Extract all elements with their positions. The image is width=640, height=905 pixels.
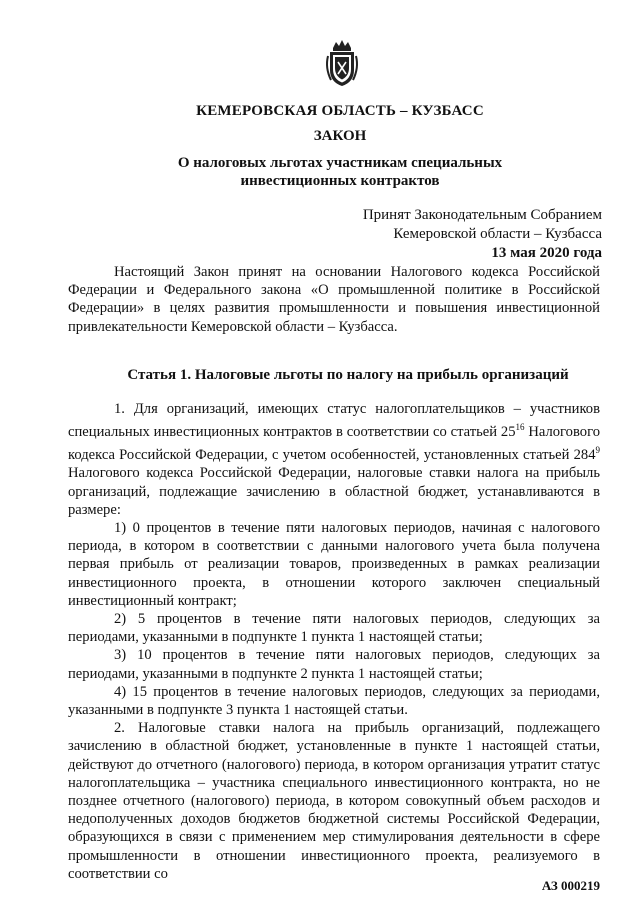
document-type-heading: ЗАКОН — [313, 128, 367, 144]
article-heading: Статья 1. Налоговые льготы по налогу на прибыль организаций — [127, 367, 569, 383]
law-title-line: инвестиционных контрактов — [240, 173, 440, 189]
list-item: 3) 10 процентов в течение пяти налоговых периодов, следующих за периодами, указанными в подпункте 2 пункта 1 настоящей статьи; — [68, 647, 600, 682]
coat-of-arms-icon — [323, 38, 361, 88]
paragraph-2: 2. Налоговые ставки налога на прибыль организаций, подлежащего зачислению в областной бюджет, установленные в пункте 1 настоящей статьи, действуют до отчетного (налогового) периода, в котором организация утратит статус налогоплательщика – участника специального инвестиционного контракта, но не позднее отчетного (налогового) периода, в котором совокупный объем расходов и недополученных доходов бюджетов бюджетной системы Российской Федерации, образующихся в связи с применением мер стимулирования деятельности в сфере промышленности в отношении инвестиционного проекта, реализуемого в соответствии со — [68, 720, 600, 882]
list-item: 1) 0 процентов в течение пяти налоговых периодов, начиная с налогового периода, в котором в соответствии с данными налогового учета была получена первая прибыль от реализации товаров, произведенных в рамках реализации инвестиционного проекта, в отношении которого заключен специальный инвестиционный контракт; — [68, 519, 600, 609]
law-title — [60, 154, 620, 190]
preamble — [68, 263, 600, 336]
document-serial-code: АЗ 000219 — [541, 878, 600, 893]
adoption-date: 13 мая 2020 года — [491, 245, 602, 261]
adoption-line: Принят Законодательным Собранием — [362, 207, 602, 223]
paragraph-1: 1. Для организаций, имеющих статус налогоплательщиков – участников специальных инвестиционных контрактов в соответствии со статьей $25^{16}$ Налогового кодекса Российской Федерации, с учетом особенностей, установленных статьей $284^9$ Налогового кодекса Российской Федерации, налоговые ставки налога на прибыль организаций, подлежащие зачислению в областной бюджет, устанавливаются в размере: — [68, 401, 600, 518]
list-item: 4) 15 процентов в течение налоговых периодов, следующих за периодами, указанными в подпункте 3 пункта 1 настоящей статьи. — [68, 683, 600, 718]
list-item: 2) 5 процентов в течение пяти налоговых периодов, следующих за периодами, указанными в подпункте 1 пункта 1 настоящей статьи; — [68, 610, 600, 646]
adoption-block — [363, 206, 602, 263]
preamble-paragraph: Настоящий Закон принят на основании Налогового кодекса Российской Федерации и Федерального закона «О промышленной политике в Российской Федерации» в целях развития промышленности и повышения инвестиционной привлекательности Кемеровской области – Кузбасса. — [68, 264, 600, 335]
region-heading: КЕМЕРОВСКАЯ ОБЛАСТЬ – КУЗБАСС — [196, 103, 484, 119]
article-body — [68, 400, 600, 883]
law-title-line: О налоговых льготах участникам специальных — [177, 155, 503, 171]
adoption-line: Кемеровской области – Кузбасса — [393, 226, 602, 242]
